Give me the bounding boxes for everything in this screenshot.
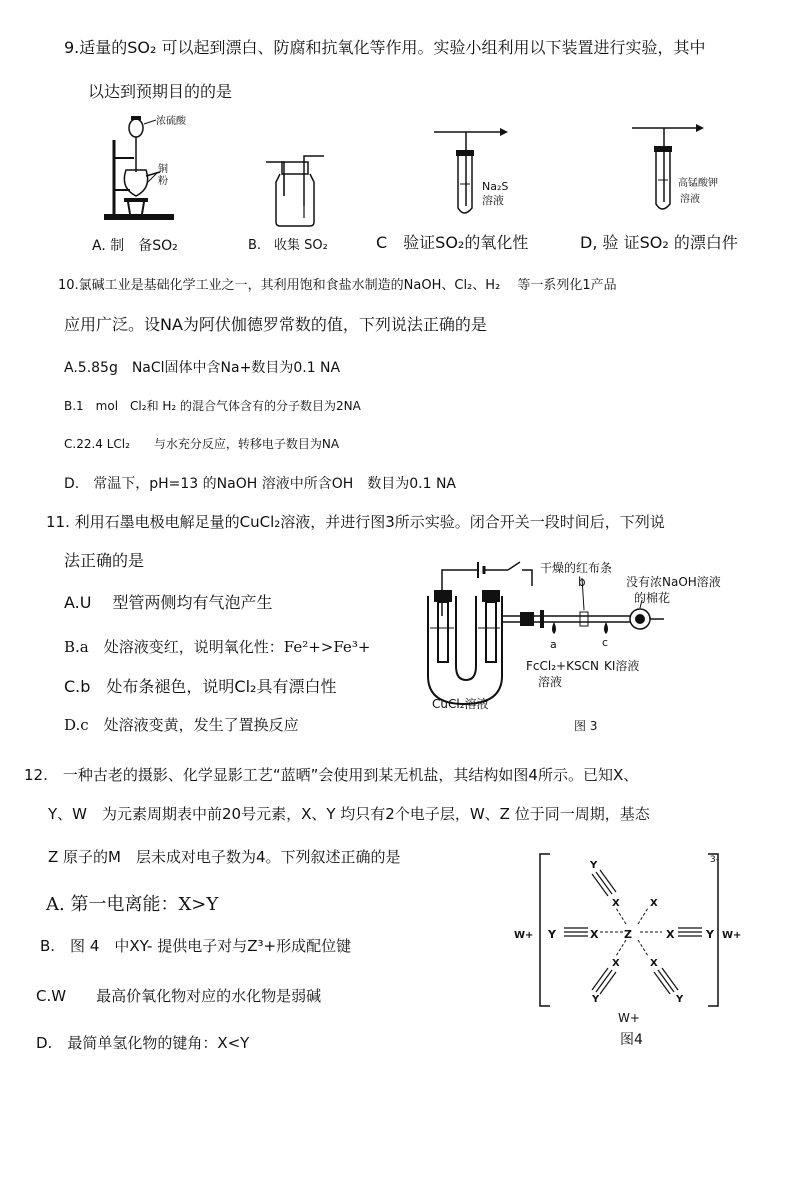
q11-stem-line1: 11. 利用石墨电极电解足量的CuCl₂溶液，并进行图3所示实验。闭合开关一段时间后，下列说 [46, 513, 665, 531]
q12-option-d: D. 最简单氢化物的键角：X<Y [36, 1034, 250, 1052]
q9-label-d-solution-1: 高锰酸钾 [678, 178, 718, 189]
q10-stem-line2: 应用广泛。设NA为阿伏伽德罗常数的值，下列说法正确的是 [64, 315, 487, 334]
figure-3-electrolysis [420, 556, 721, 736]
fig4-caption: 图4 [620, 1032, 643, 1048]
fig3-caption: 图 3 [574, 719, 598, 733]
q11-option-b: B.a 处溶液变红，说明氧化性：Fe²+>Fe³+ [64, 638, 371, 656]
q9-figure-b-bottle [262, 148, 332, 230]
fig4-w-bottom: W+ [618, 1011, 640, 1025]
q12-option-a: A. 第一电离能：X>Y [46, 894, 219, 915]
q10-option-b: B.1 mol Cl₂和 H₂ 的混合气体含有的分子数目为2NA [64, 399, 361, 413]
q9-label-powder-2: 粉 [158, 176, 168, 187]
fig4-w-left: W+ [514, 930, 534, 941]
fig3-label-fecl2-2: 溶液 [538, 675, 563, 689]
q9-label-d-solution-2: 溶液 [680, 194, 700, 205]
fig3-label-cotton-2: 的棉花 [634, 591, 671, 605]
q10-option-a: A.5.85g NaCl固体中含Na+数目为0.1 NA [64, 360, 341, 376]
figure-4-structure [508, 850, 778, 1060]
q9-figure-c-tube [424, 122, 534, 222]
fig3-label-b: b [578, 575, 586, 589]
q12-stem-line2: Y、W 为元素周期表中前20号元素，X、Y 均只有2个电子层，W、Z 位于同一周期，基态 [48, 805, 650, 823]
q9-label-powder-1: 铜 [158, 164, 168, 175]
q9-stem-line2: 以达到预期目的的是 [88, 82, 233, 101]
q12-stem-line1: 12. 一种古老的摄影、化学显影工艺“蓝晒”会使用到某无机盐，其结构如图4所示。已知X、 [24, 766, 639, 784]
fig3-label-red-cloth: 干燥的红布条 [540, 561, 613, 575]
q10-stem-line1: 10.氯碱工业是基础化学工业之一，其利用饱和食盐水制造的NaOH、Cl₂、H₂ 等一系列化1产品 [58, 278, 617, 293]
q10-option-d: D. 常温下，pH=13 的NaOH 溶液中所含OH 数目为0.1 NA [64, 476, 456, 492]
fig3-label-c: c [602, 636, 609, 649]
q9-label-c-solution-2: 溶液 [482, 194, 504, 207]
q9-option-b: B. 收集 SO₂ [248, 238, 328, 253]
q9-label-acid: 浓硫酸 [156, 116, 186, 127]
fig3-label-a: a [550, 638, 557, 651]
fig4-y-left: Y [548, 928, 556, 941]
q9-label-c-solution-1: Na₂S [482, 180, 509, 193]
fig4-x-left: X [590, 928, 599, 941]
fig4-y-lower-right: Y [676, 994, 684, 1005]
q9-figure-d-tube [622, 116, 732, 220]
fig4-x-lower-left: X [612, 958, 620, 969]
fig4-x-right: X [666, 928, 675, 941]
q9-figure-a-generator [100, 110, 210, 225]
q12-stem-line3: Z 原子的M 层未成对电子数为4。下列叙述正确的是 [48, 848, 401, 866]
q11-option-a: A.U 型管两侧均有气泡产生 [64, 593, 273, 612]
fig4-y-lower-left: Y [592, 994, 600, 1005]
fig3-label-ki: KI溶液 [604, 659, 640, 673]
q9-option-c: C 验证SO₂的氧化性 [376, 233, 529, 252]
q11-option-c: C.b 处布条褪色，说明Cl₂具有漂白性 [64, 677, 337, 696]
fig3-label-fecl2: FcCl₂+KSCN [526, 659, 599, 673]
fig4-w-right: W+ [722, 930, 742, 941]
q9-option-a: A. 制 备SO₂ [92, 238, 178, 254]
q12-option-b: B. 图 4 中XY- 提供电子对与Z³+形成配位键 [40, 937, 352, 955]
q11-option-d: D.c 处溶液变黄，发生了置换反应 [64, 716, 299, 734]
fig3-label-cotton: 没有浓NaOH溶液 [626, 575, 721, 589]
q11-stem-line2: 法正确的是 [64, 551, 145, 570]
fig4-x-lower-right: X [650, 958, 658, 969]
q12-option-c: C.W 最高价氧化物对应的水化物是弱碱 [36, 987, 322, 1005]
fig4-y-upper-left: Y [590, 860, 598, 871]
fig4-y-right: Y [706, 928, 714, 941]
q9-option-d: D, 验 证SO₂ 的漂白件 [580, 233, 738, 252]
q9-stem-line1: 9.适量的SO₂ 可以起到漂白、防腐和抗氧化等作用。实验小组利用以下装置进行实验，其中 [64, 38, 706, 57]
fig3-label-cucl2: CuCl₂溶液 [432, 697, 489, 711]
fig4-z: Z [624, 928, 632, 941]
fig4-x-upper-right: X [650, 898, 658, 909]
fig4-x-upper-left: X [612, 898, 620, 909]
q10-option-c: C.22.4 LCl₂ 与水充分反应，转移电子数目为NA [64, 437, 340, 451]
fig4-charge: 3- [710, 855, 719, 865]
